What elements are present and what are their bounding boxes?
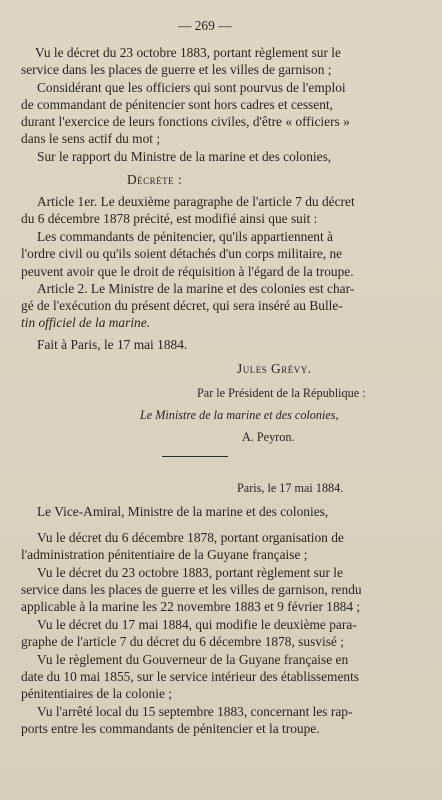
text-line: Considérant que les officiers qui sont pourvus de l'emploi [37,80,346,95]
text-line: pénitentiaires de la colonie ; [21,686,172,701]
text-line: graphe de l'article 7 du décret du 6 décembre 1878, susvisé ; [21,634,344,649]
text-line: Les commandants de pénitencier, qu'ils appartiennent à [37,229,333,244]
text-line: Vu le décret du 17 mai 1884, qui modifie le deuxième para- [37,617,357,632]
text-line: dans le sens actif du mot ; [21,131,161,146]
text-line: Article 1er. Le deuxième paragraphe de l'article 7 du décret [37,194,355,209]
text-line: Vu le règlement du Gouverneur de la Guyane française en [37,652,349,667]
text-line: Vu le décret du 23 octobre 1883, portant règlement sur le [37,565,343,580]
text-line: l'administration pénitentiaire de la Guyane française ; [21,547,308,562]
text-line: Vu le décret du 6 décembre 1878, portant organisation de [37,530,344,545]
text-line: tin officiel de la marine. [21,315,151,330]
text-line: ports entre les commandants de pénitencier et la troupe. [21,721,320,736]
text-line: applicable à la marine les 22 novembre 1883 et 9 février 1884 ; [21,599,361,614]
text-line: Le Vice-Amiral, Ministre de la marine et des colonies, [37,504,329,519]
text-line: Fait à Paris, le 17 mai 1884. [37,337,188,352]
signature-name: A. Peyron. [242,430,295,444]
text-line: service dans les places de guerre et les villes de garnison, rendu [21,582,362,597]
text-line: du 6 décembre 1878 précité, est modifié ainsi que suit : [21,211,318,226]
text-line: service dans les places de guerre et les villes de garnison ; [21,62,332,77]
text-line: Paris, le 17 mai 1884. [237,481,344,495]
text-line: de commandant de pénitencier sont hors cadres et cessent, [21,97,333,112]
text-line: Vu l'arrêté local du 15 septembre 1883, concernant les rap- [37,704,353,719]
signature-name: Jules Grévy. [237,361,312,376]
text-line: Vu le décret du 23 octobre 1883, portant règlement sur le [35,45,341,60]
text-line: Par le Président de la République : [197,386,366,400]
text-line: gé de l'exécution du présent décret, qui sera inséré au Bulle- [21,298,343,313]
text-line: l'ordre civil ou qu'ils soient détachés d'un corps militaire, ne [21,246,343,261]
text-line: durant l'exercice de leurs fonctions civiles, d'être « officiers » [21,114,350,129]
text-line: Sur le rapport du Ministre de la marine et des colonies, [37,149,332,164]
separator-rule [162,456,228,457]
text-line: peuvent avoir que le droit de réquisition à l'égard de la troupe. [21,264,354,279]
text-line: Article 2. Le Ministre de la marine et des colonies est char- [37,281,355,296]
text-line: date du 10 mai 1855, sur le service intérieur des établissements [21,669,360,684]
decree-heading: Décrète : [127,172,183,187]
page-number: — 269 — [178,18,232,33]
text-line: Le Ministre de la marine et des colonies, [140,408,339,422]
